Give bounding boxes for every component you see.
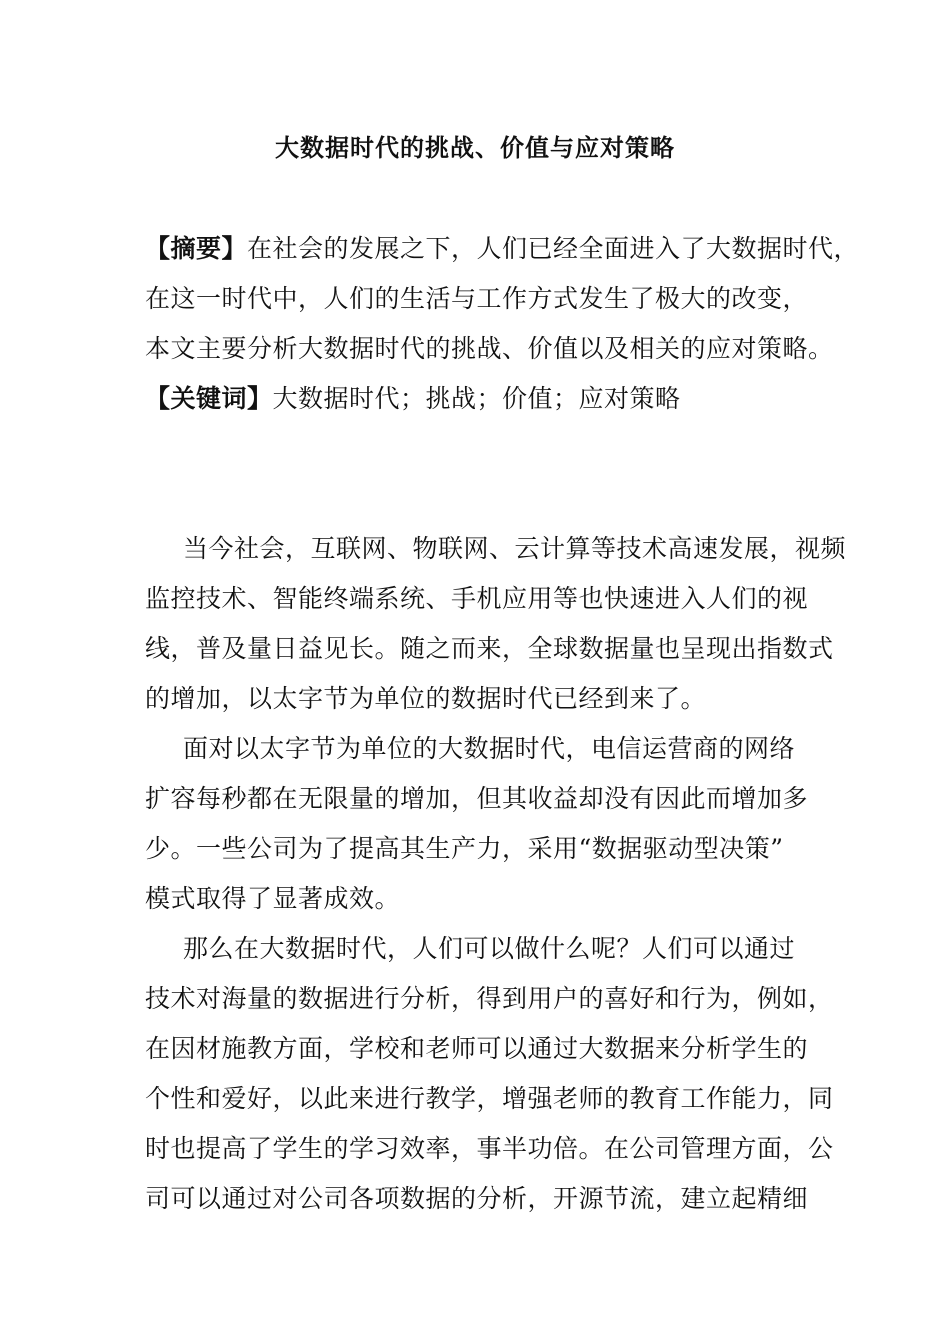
paragraph-1-line-3: 线，普及量日益见长。随之而来，全球数据量也呈现出指数式 [145,634,834,663]
paragraph-2-line-3: 少。一些公司为了提高其生产力，采用“数据驱动型决策” [145,834,784,863]
abstract-line-3: 本文主要分析大数据时代的挑战、价值以及相关的应对策略。 [145,334,834,363]
paragraph-3-line-2: 技术对海量的数据进行分析，得到用户的喜好和行为，例如， [145,984,834,1013]
paragraph-1-line-1: 当今社会，互联网、物联网、云计算等技术高速发展，视频 [183,534,847,563]
paragraph-3-line-3: 在因材施教方面，学校和老师可以通过大数据来分析学生的 [145,1034,809,1063]
paragraph-2-line-2: 扩容每秒都在无限量的增加，但其收益却没有因此而增加多 [145,784,809,813]
paragraph-2-line-4: 模式取得了显著成效。 [145,884,401,913]
document-title: 大数据时代的挑战、价值与应对策略 [275,133,675,162]
paragraph-2-line-1: 面对以太字节为单位的大数据时代，电信运营商的网络 [183,734,796,763]
keywords-label: 【关键词】 [145,384,273,413]
paragraph-3-line-6: 司可以通过对公司各项数据的分析，开源节流，建立起精细 [145,1184,809,1213]
paragraph-3-line-4: 个性和爱好，以此来进行教学，增强老师的教育工作能力，同 [145,1084,834,1113]
abstract-line-2: 在这一时代中，人们的生活与工作方式发生了极大的改变， [145,284,809,313]
paragraph-1-line-2: 监控技术、智能终端系统、手机应用等也快速进入人们的视 [145,584,809,613]
paragraph-1-line-4: 的增加，以太字节为单位的数据时代已经到来了。 [145,684,707,713]
keywords-text: 大数据时代；挑战；价值；应对策略 [272,384,681,413]
abstract-text: 在社会的发展之下，人们已经全面进入了大数据时代， [247,234,860,263]
paragraph-3-line-5: 时也提高了学生的学习效率，事半功倍。在公司管理方面，公 [145,1134,834,1163]
paragraph-3-line-1: 那么在大数据时代，人们可以做什么呢？人们可以通过 [183,934,796,963]
abstract-line-1 [145,231,860,267]
keywords-line [145,381,825,417]
abstract-label: 【摘要】 [145,234,248,263]
